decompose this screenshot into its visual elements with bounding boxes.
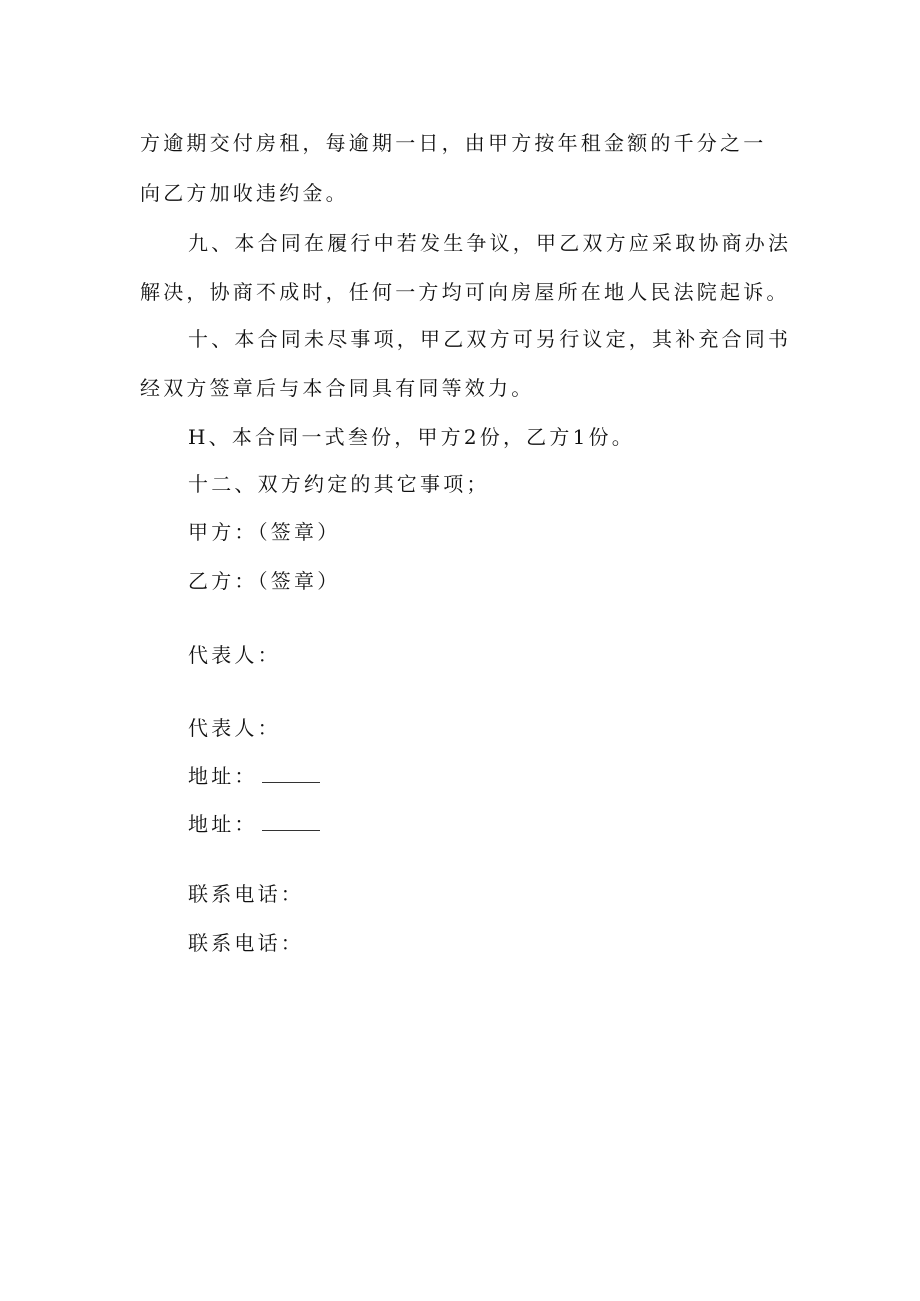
address-b-label: 地址： [188, 812, 258, 836]
party-b-signature: 乙方：（签章） [188, 569, 341, 593]
address-b [188, 811, 320, 837]
phone-a-label: 联系电话： [188, 882, 304, 906]
representative-a-label: 代表人： [188, 643, 281, 667]
clause-9-line-2: 解决，协商不成时，任何一方均可向房屋所在地人民法院起诉。 [140, 280, 790, 304]
clause-10-line-1: 十、本合同未尽事项，甲乙双方可另行议定，其补充合同书 [188, 327, 792, 351]
address-b-blank[interactable] [262, 814, 320, 831]
phone-b-label: 联系电话： [188, 931, 304, 955]
paragraph-8-continuation-line-2: 向乙方加收违约金。 [140, 181, 349, 205]
address-a [188, 763, 320, 789]
address-a-blank[interactable] [262, 766, 320, 783]
party-a-signature: 甲方：（签章） [188, 520, 341, 544]
clause-10-line-2: 经双方签章后与本合同具有同等效力。 [140, 376, 535, 400]
address-a-label: 地址： [188, 764, 258, 788]
representative-b-label: 代表人： [188, 716, 281, 740]
clause-9-line-1: 九、本合同在履行中若发生争议，甲乙双方应采取协商办法 [188, 231, 792, 255]
paragraph-8-continuation-line-1: 方逾期交付房租，每逾期一日，由甲方按年租金额的千分之一 [140, 131, 767, 155]
clause-12: 十二、双方约定的其它事项； [188, 472, 490, 496]
clause-11: H、本合同一式叁份，甲方2份，乙方1份。 [188, 425, 635, 449]
